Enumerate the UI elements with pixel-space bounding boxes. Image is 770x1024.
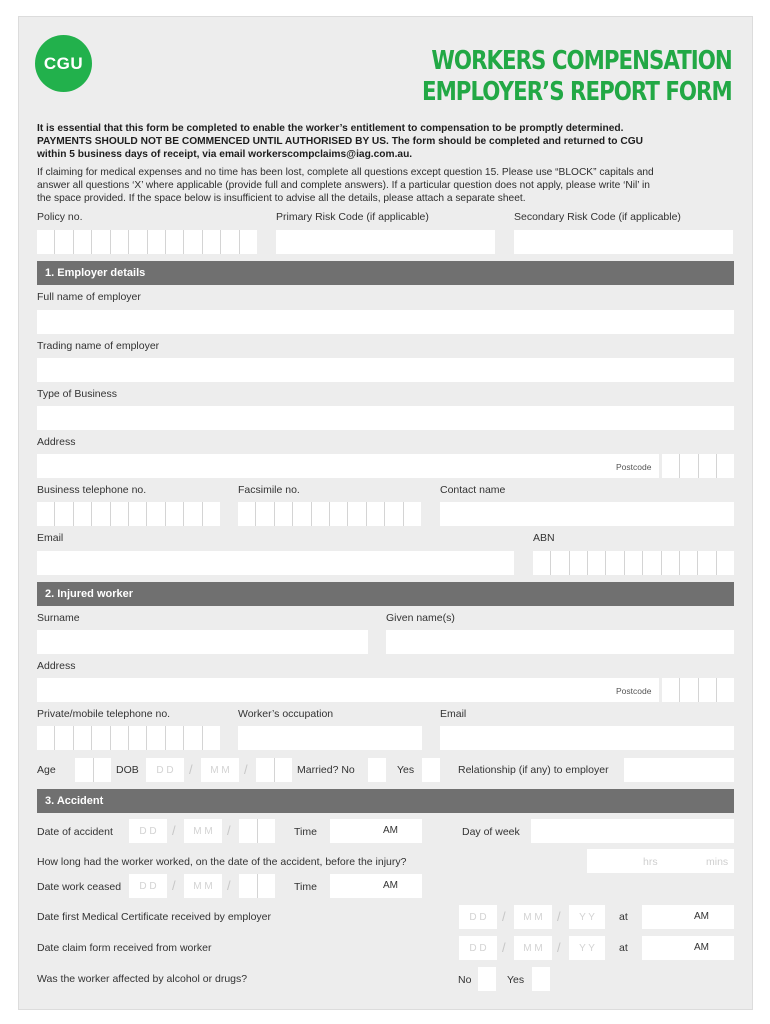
trading-name-input[interactable] — [37, 358, 734, 382]
worker-address-label: Address — [37, 660, 76, 672]
secondary-risk-label: Secondary Risk Code (if applicable) — [514, 211, 681, 223]
abn-label: ABN — [533, 532, 555, 544]
claim-day-input[interactable]: D D — [459, 936, 497, 960]
title-line-2: EMPLOYER’S REPORT FORM — [422, 77, 732, 107]
occupation-input[interactable] — [238, 726, 422, 750]
trading-name-label: Trading name of employer — [37, 340, 160, 352]
date-separator: / — [557, 909, 561, 924]
surname-input[interactable] — [37, 630, 368, 654]
alcohol-label: Was the worker affected by alcohol or drugs? — [37, 973, 248, 985]
worker-phone-label: Private/mobile telephone no. — [37, 708, 171, 720]
worker-postcode-label: Postcode — [616, 686, 652, 696]
employer-email-label: Email — [37, 532, 64, 544]
date-separator: / — [502, 940, 506, 955]
date-accident-label: Date of accident — [37, 826, 113, 838]
med-cert-label: Date first Medical Certificate received by employer — [37, 911, 272, 923]
day-of-week-label: Day of week — [462, 826, 520, 838]
business-phone-label: Business telephone no. — [37, 484, 147, 496]
ceased-year-input[interactable] — [239, 874, 275, 898]
primary-risk-label: Primary Risk Code (if applicable) — [276, 211, 429, 223]
accident-month-input[interactable]: M M — [184, 819, 222, 843]
logo-text: CGU — [43, 53, 84, 73]
intro-bold-line: within 5 business days of receipt, via email workerscompclaims@iag.com.au. — [37, 149, 413, 160]
med-cert-day-input[interactable]: D D — [459, 905, 497, 929]
age-label: Age — [37, 764, 56, 776]
worker-email-input[interactable] — [440, 726, 734, 750]
worker-postcode-input[interactable] — [662, 678, 734, 702]
ceased-time-label: Time — [294, 881, 317, 893]
day-of-week-input[interactable] — [531, 819, 734, 843]
hrs-placeholder: hrs — [643, 856, 658, 868]
ceased-am-label: AM — [383, 880, 398, 891]
worker-address-input[interactable] — [37, 678, 659, 702]
hours-worked-label: How long had the worker worked, on the date of the accident, before the injury? — [37, 856, 407, 868]
claim-month-input[interactable]: M M — [514, 936, 552, 960]
employer-address-input[interactable] — [37, 454, 659, 478]
med-cert-year-input[interactable]: Y Y — [569, 905, 605, 929]
med-cert-at-label: at — [619, 911, 628, 923]
med-cert-month-input[interactable]: M M — [514, 905, 552, 929]
date-separator: / — [557, 940, 561, 955]
intro-line: If claiming for medical expenses and no time has been lost, complete all questions except question 15. Please use “BLOCK” capitals and — [37, 167, 654, 178]
dob-day-input[interactable]: D D — [146, 758, 184, 782]
employer-postcode-label: Postcode — [616, 462, 652, 472]
type-business-label: Type of Business — [37, 388, 117, 400]
worker-phone-input[interactable] — [37, 726, 220, 750]
accident-am-label: AM — [383, 825, 398, 836]
contact-name-label: Contact name — [440, 484, 506, 496]
dob-year-input[interactable] — [256, 758, 292, 782]
dob-label: DOB — [116, 764, 139, 776]
date-separator: / — [227, 823, 231, 838]
date-separator: / — [172, 823, 176, 838]
married-yes-checkbox[interactable] — [422, 758, 440, 782]
married-no-label: Married? No — [297, 764, 355, 776]
fax-input[interactable] — [238, 502, 421, 526]
intro-line: answer all questions ‘X’ where applicable (provide full and complete answers). If a particular question does not apply, please write ‘Nil’ in — [37, 180, 650, 191]
med-cert-am-label: AM — [694, 911, 709, 922]
married-no-checkbox[interactable] — [368, 758, 386, 782]
mins-placeholder: mins — [706, 856, 729, 868]
title-line-1: WORKERS COMPENSATION — [431, 46, 732, 76]
married-yes-label: Yes — [397, 764, 415, 776]
date-ceased-label: Date work ceased — [37, 881, 122, 893]
given-names-label: Given name(s) — [386, 612, 455, 624]
employer-email-input[interactable] — [37, 551, 514, 575]
employer-postcode-input[interactable] — [662, 454, 734, 478]
type-business-input[interactable] — [37, 406, 734, 430]
form-title — [422, 46, 732, 108]
alcohol-yes-checkbox[interactable] — [532, 967, 550, 991]
alcohol-yes-label: Yes — [507, 974, 525, 986]
worker-email-label: Email — [440, 708, 467, 720]
full-name-input[interactable] — [37, 310, 734, 334]
date-separator: / — [172, 878, 176, 893]
full-name-label: Full name of employer — [37, 291, 141, 303]
intro-line: the space provided. If the space below is insufficient to advise all the details, please attach a separate sheet. — [37, 193, 526, 204]
claim-time-input[interactable] — [642, 936, 734, 960]
claim-year-input[interactable]: Y Y — [569, 936, 605, 960]
surname-label: Surname — [37, 612, 80, 624]
primary-risk-input[interactable] — [276, 230, 495, 254]
intro-bold-line: PAYMENTS SHOULD NOT BE COMMENCED UNTIL AUTHORISED BY US. The form should be completed and returned to CGU — [37, 136, 644, 147]
alcohol-no-checkbox[interactable] — [478, 967, 496, 991]
accident-year-input[interactable] — [239, 819, 275, 843]
contact-name-input[interactable] — [440, 502, 734, 526]
section-injured-worker: 2. Injured worker — [37, 582, 734, 606]
date-separator: / — [189, 762, 193, 777]
ceased-day-input[interactable]: D D — [129, 874, 167, 898]
dob-month-input[interactable]: M M — [201, 758, 239, 782]
date-separator: / — [244, 762, 248, 777]
section-accident: 3. Accident — [37, 789, 734, 813]
business-phone-input[interactable] — [37, 502, 220, 526]
date-separator: / — [227, 878, 231, 893]
age-input[interactable] — [75, 758, 111, 782]
intro-bold-line: It is essential that this form be completed to enable the worker’s entitlement to compensation to be promptly determined. — [37, 123, 624, 134]
intro-instructions — [37, 166, 737, 205]
claim-form-label: Date claim form received from worker — [37, 942, 212, 954]
abn-input[interactable] — [533, 551, 734, 575]
intro-bold — [37, 122, 737, 161]
relationship-label: Relationship (if any) to employer — [458, 764, 609, 776]
claim-am-label: AM — [694, 942, 709, 953]
policy-no-input[interactable] — [37, 230, 257, 254]
given-names-input[interactable] — [386, 630, 734, 654]
ceased-time-input[interactable] — [330, 874, 422, 898]
claim-at-label: at — [619, 942, 628, 954]
cgu-logo — [35, 35, 92, 92]
accident-time-input[interactable] — [330, 819, 422, 843]
date-separator: / — [502, 909, 506, 924]
fax-label: Facsimile no. — [238, 484, 300, 496]
accident-day-input[interactable]: D D — [129, 819, 167, 843]
occupation-label: Worker’s occupation — [238, 708, 334, 720]
policy-no-label: Policy no. — [37, 211, 83, 223]
med-cert-time-input[interactable] — [642, 905, 734, 929]
accident-time-label: Time — [294, 826, 317, 838]
secondary-risk-input[interactable] — [514, 230, 733, 254]
alcohol-no-label: No — [458, 974, 472, 986]
section-employer-details: 1. Employer details — [37, 261, 734, 285]
relationship-input[interactable] — [624, 758, 734, 782]
employer-address-label: Address — [37, 436, 76, 448]
ceased-month-input[interactable]: M M — [184, 874, 222, 898]
